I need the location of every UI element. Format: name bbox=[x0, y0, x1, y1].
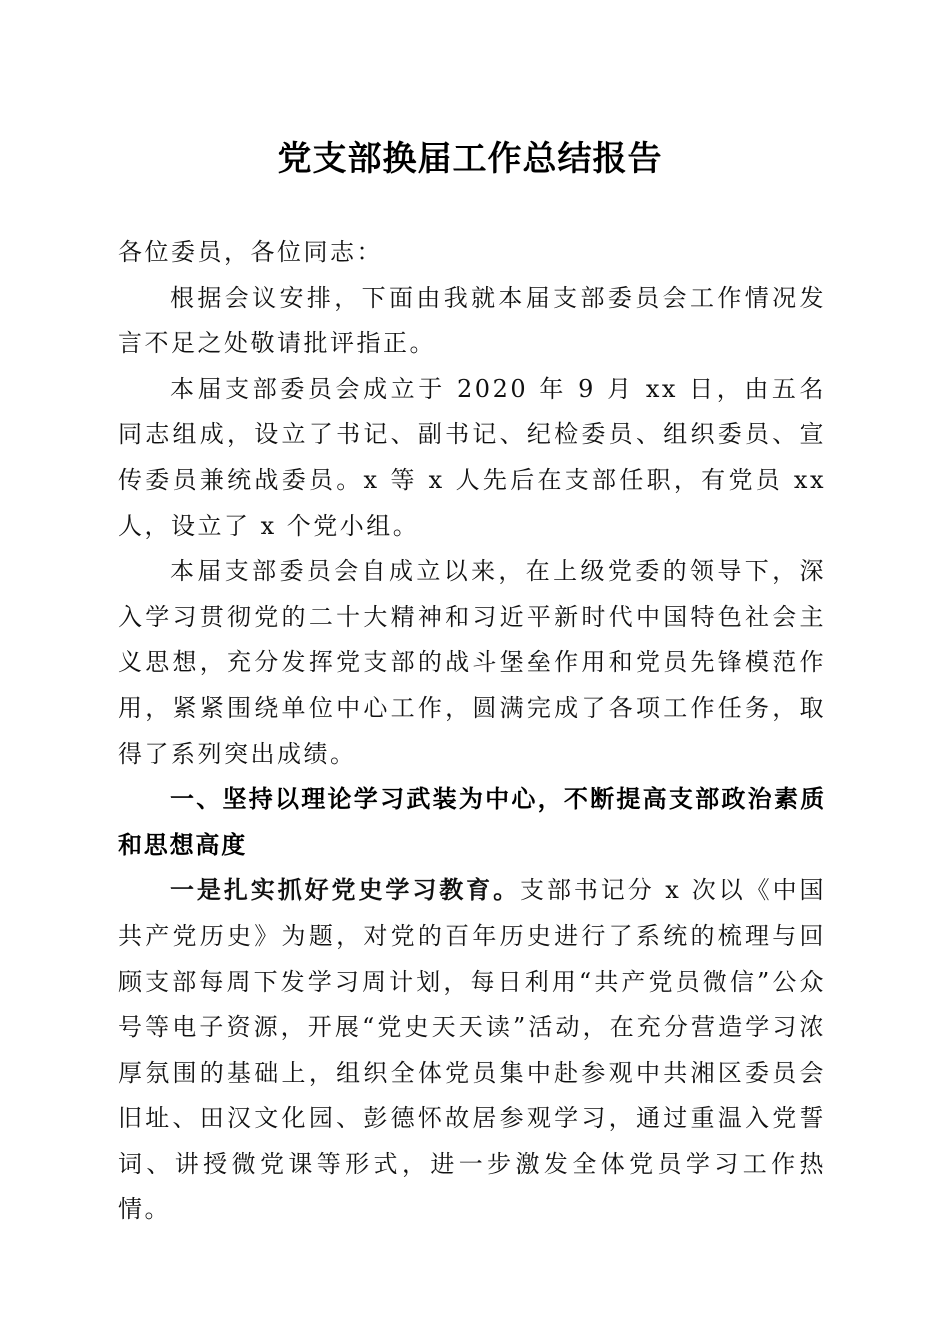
section-heading: 一、坚持以理论学习武装为中心，不断提高支部政治素质和思想高度 bbox=[118, 785, 826, 859]
document-body bbox=[118, 230, 826, 1233]
paragraph-party-history bbox=[118, 868, 826, 1233]
paragraph-text: 支部书记分 x 次以《中国共产党历史》为题，对党的百年历史进行了系统的梳理与回顾支部每周下发学习周计划，每日利用“共产党员微信”公众号等电子资源，开展“党史天天读”活动，在充分营造学习浓厚氛围的基础上，组织全体党员集中赴参观中共湘区委员会旧址、田汉文化园、彭德怀故居参观学习，通过重温入党誓词、讲授微党课等形式，进一步激发全体党员学习工作热情。 bbox=[118, 876, 826, 1224]
document-title: 党支部换届工作总结报告 bbox=[277, 139, 663, 179]
salutation: 各位委员，各位同志： bbox=[118, 238, 383, 266]
paragraph-lead: 一是扎实抓好党史学习教育。 bbox=[170, 876, 521, 905]
paragraph-intro: 根据会议安排，下面由我就本届支部委员会工作情况发言不足之处敬请批评指正。 bbox=[118, 283, 826, 358]
paragraph-committee: 本届支部委员会成立于 2020 年 9 月 xx 日，由五名同志组成，设立了书记、副书记、纪检委员、组织委员、宣传委员兼统战委员。x 等 x 人先后在支部任职，有党员 xx 人，设立了 x 个党小组。 bbox=[118, 374, 826, 540]
paragraph-achievements: 本届支部委员会自成立以来，在上级党委的领导下，深入学习贯彻党的二十大精神和习近平新时代中国特色社会主义思想，充分发挥党支部的战斗堡垒作用和党员先锋模范作用，紧紧围绕单位中心工作，圆满完成了各项工作任务，取得了系列突出成绩。 bbox=[118, 557, 826, 768]
